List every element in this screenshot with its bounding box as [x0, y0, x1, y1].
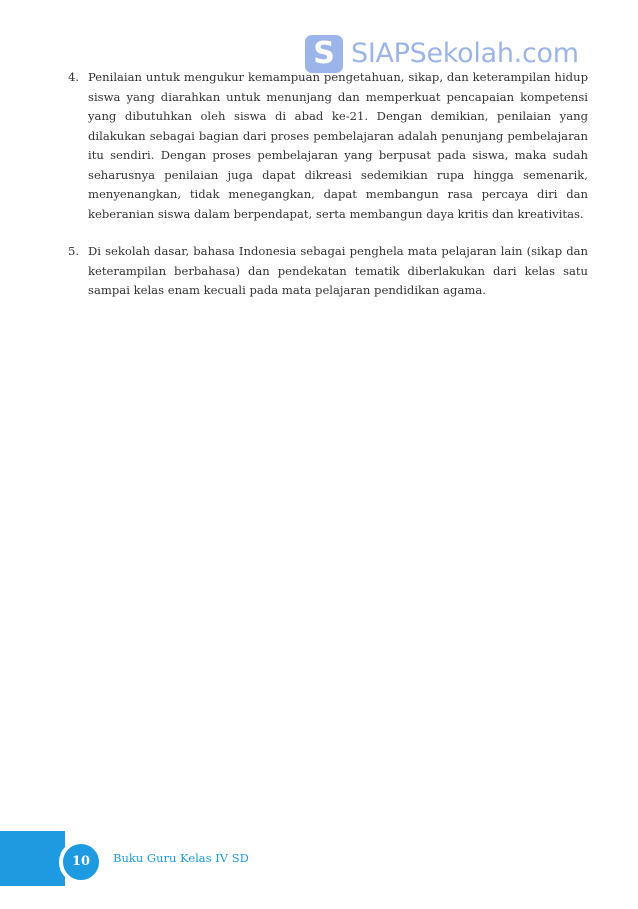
- book-title: Buku Guru Kelas IV SD: [113, 851, 249, 865]
- footer-bar: [0, 831, 65, 886]
- list-item: [68, 242, 588, 301]
- list-item-number: 4.: [68, 70, 80, 84]
- watermark-text: SIAPSekolah.com: [351, 38, 579, 69]
- page-number: 10: [59, 840, 103, 884]
- list-item-number: 5.: [68, 244, 80, 258]
- list-item-text: Penilaian untuk mengukur kemampuan pengetahuan, sikap, dan keterampilan hidup siswa yang diarahkan untuk menunjang dan memperkuat pencapaian kompetensi yang dibutuhkan oleh siswa di abad ke-21. Dengan demikian, penilaian yang dilakukan sebagai bagian dari proses pembelajaran adalah penunjang pembelajaran itu sendiri. Dengan proses pembelajaran yang berpusat pada siswa, maka sudah seharusnya penilaian juga dapat dikreasi sedemikian rupa hingga semenarik, menyenangkan, tidak menegangkan, dapat membangun rasa percaya diri dan keberanian siswa dalam berpendapat, serta membangun daya kritis dan kreativitas.: [88, 70, 588, 221]
- logo-s-icon: S: [305, 35, 343, 73]
- list-item-text: Di sekolah dasar, bahasa Indonesia sebagai penghela mata pelajaran lain (sikap dan keterampilan berbahasa) dan pendekatan tematik diberlakukan dari kelas satu sampai kelas enam kecuali pada mata pelajaran pendidikan agama.: [88, 244, 588, 297]
- page-content: [68, 68, 588, 301]
- list-item: [68, 68, 588, 224]
